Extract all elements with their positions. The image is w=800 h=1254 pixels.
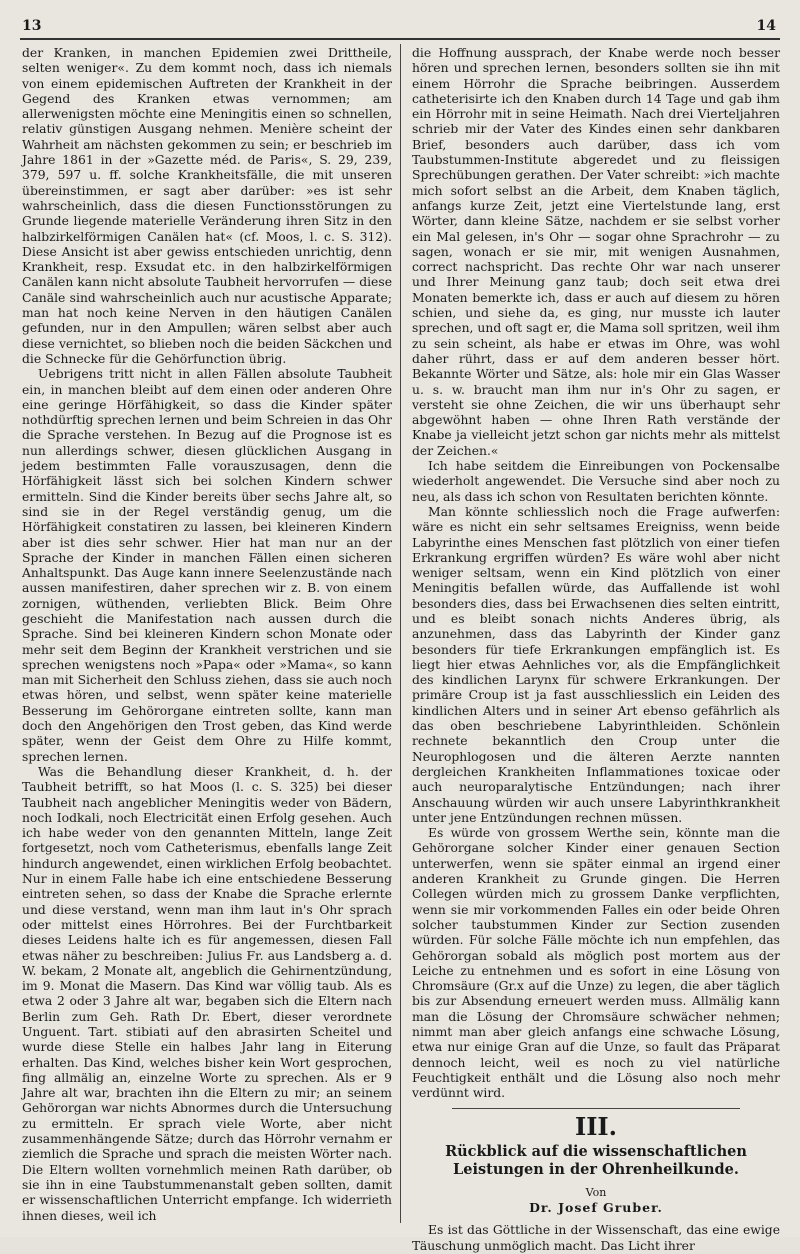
paragraph: Es ist das Göttliche in der Wissenschaft, das eine ewige Täuschung unmöglich macht. Das Licht ihrer: [412, 1223, 780, 1253]
page-number-left: 13: [22, 18, 42, 34]
section-number: III.: [574, 1112, 618, 1142]
paragraph: die Hoffnung aussprach, der Knabe werde noch besser hören und sprechen lernen, besonders sollten sie ihn mit einem Hörrohr die Sprache beibringen. Ausserdem catheterisirte ich den Knaben durch 14 Tage und gab ihm ein Hörrohr mit in seine Heimath. Nach drei Vierteljahren schrieb mir der Vater des Kindes einen sehr dankbaren Brief, besonders auch darüber, dass ich vom Taubstummen-Institute abgeredet und zu fleissigen Sprechübungen gerathen. Der Vater schreibt: »ich machte mich sofort selbst an die Arbeit, dem Knaben täglich, anfangs kurze Zeit, jetzt eine Viertelstunde lang, erst Wörter, dann kleine Sätze, nachdem er sie selbst vorher ein Mal gelesen, in's Ohr — sogar ohne Sprachrohr — zu sagen, wonach er sie mir, mit wenigen Ausnahmen, correct nachspricht. Das rechte Ohr war nach unserer und Ihrer Meinung ganz taub; doch seit etwa drei Monaten bemerkte ich, dass er auch auf diesem zu hören schien, und siehe da, es ging, nur musste ich lauter sprechen, und oft sagt er, die Mama soll spritzen, weil ihm zu sein scheint, als habe er etwas im Ohre, was wohl daher rührt, dass er auf dem anderen besser hört. Bekannte Wörter und Sätze, als: hole mir ein Glas Wasser u. s. w. braucht man ihm nur in's Ohr zu sagen, er versteht sie ohne Zeichen, die wir uns überhaupt sehr abgewöhnt haben — ohne Ihren Rath verstände der Knabe ja vielleicht jetzt schon gar nichts mehr als mittelst der Zeichen.«: [412, 46, 780, 458]
section-author: Dr. Josef Gruber.: [529, 1200, 663, 1216]
left-column: [22, 46, 392, 1223]
paragraph: Uebrigens tritt nicht in allen Fällen absolute Taubheit ein, in manchen bleibt auf dem einen oder anderen Ohre eine geringe Hörfähigkeit, so dass die Kinder später nothdürftig sprechen lernen und beim Schreien in das Ohr die Sprache verstehen. In Bezug auf die Prognose ist es nun allerdings schwer, diesen glücklichen Ausgang in jedem bestimmten Falle vorauszusagen, denn die Hörfähigkeit lässt sich bei solchen Kindern schwer ermitteln. Sind die Kinder bereits über sechs Jahre alt, so sind sie in der Regel verständig genug, um die Hörfähigkeit constatiren zu lassen, bei kleineren Kindern aber ist dies sehr schwer. Hier hat man nur an der Sprache der Kinder in manchen Fällen einen sicheren Anhaltspunkt. Das Auge kann innere Seelenzustände nach aussen manifestiren, daher sprechen wir z. B. von einem zornigen, wüthenden, verliebten Blick. Beim Ohre geschieht die Manifestation nach aussen durch die Sprache. Sind bei kleineren Kindern schon Monate oder mehr seit dem Beginn der Krankheit verstrichen und sie sprechen wenigstens noch »Papa« oder »Mama«, so kann man mit Sicherheit den Schluss ziehen, dass sie auch noch etwas hören, und selbst, wenn später keine materielle Besserung im Gehörorgane eintreten sollte, kann man doch den Angehörigen den Trost geben, das Kind werde später, wenn der Geist dem Ohre zu Hilfe kommt, sprechen lernen.: [22, 367, 392, 764]
section-title: Rückblick auf die wissenschaftlichen Leistungen in der Ohrenheilkunde.: [445, 1142, 747, 1178]
page-number-right: 14: [756, 18, 776, 34]
paragraph: Es würde von grossem Werthe sein, könnte man die Gehörorgane solcher Kinder einer genauen Section unterwerfen, wenn sie später einmal an irgend einer anderen Krankheit zu Grunde gingen. Die Herren Collegen würden mich zu grossem Danke verpflichten, wenn sie mir vorkommenden Falles ein oder beide Ohren solcher taubstummen Kinder zur Section zusenden würden. Für solche Fälle möchte ich nun empfehlen, das Gehörorgan sobald als möglich post mortem aus der Leiche zu entnehmen und es sofort in eine Lösung von Chromsäure (Gr.x auf die Unze) zu legen, die aber täglich bis zur Absendung erneuert werden muss. Allmälig kann man die Lösung der Chromsäure schwächer nehmen; nimmt man aber gleich anfangs eine schwache Lösung, etwa nur einige Gran auf die Unze, so fault das Präparat dennoch leicht, weil es noch zu viel natürliche Feuchtigkeit enthält und die Lösung also noch mehr verdünnt wird.: [412, 826, 780, 1101]
section-rule: [452, 1108, 740, 1109]
section-byline-von: Von: [585, 1185, 607, 1199]
column-divider: [400, 44, 401, 1223]
header-rule: [20, 38, 780, 40]
paragraph: der Kranken, in manchen Epidemien zwei Drittheile, selten weniger«. Zu dem kommt noch, dass ich niemals von einem epidemischen Auftreten der Krankheit in der Gegend des Kranken etwas vernommen; am allerwenigsten möchte eine Meningitis einen so schnellen, relativ günstigen Ausgang nehmen. Menière scheint der Wahrheit am nächsten gekommen zu sein; er beschrieb im Jahre 1861 in der »Gazette méd. de Paris«, S. 29, 239, 379, 597 u. ff. solche Krankheitsfälle, die mit unseren übereinstimmen, er sagt aber darüber: »es ist sehr wahrscheinlich, dass die diesen Functionsstörungen zu Grunde liegende materielle Veränderung ihren Sitz in den halbzirkelförmigen Canälen hat« (cf. Moos, l. c. S. 312). Diese Ansicht ist aber gewiss entschieden unrichtig, denn Krankheit, resp. Exsudat etc. in den halbzirkelförmigen Canälen kann nicht absolute Taubheit hervorrufen — diese Canäle sind wahrscheinlich auch nur acustische Apparate; man hat noch keine Nerven in den häutigen Canälen gefunden, nur in den Ampullen; wären selbst aber auch diese vernichtet, so blieben noch die beiden Säckchen und die Schnecke für die Gehörfunction übrig.: [22, 46, 392, 366]
paragraph: Was die Behandlung dieser Krankheit, d. h. der Taubheit betrifft, so hat Moos (l. c. S. 325) bei dieser Taubheit nach angeblicher Meningitis weder von Bädern, noch Iodkali, noch Electricität einen Erfolg gesehen. Auch ich habe weder von den genannten Mitteln, lange Zeit fortgesetzt, noch vom Catheterismus, ebenfalls lange Zeit hindurch angewendet, einen wirklichen Erfolg beobachtet. Nur in einem Falle habe ich eine entschiedene Besserung eintreten sehen, so dass der Knabe die Sprache erlernte und diese verstand, wenn man ihm laut in's Ohr sprach oder mittelst eines Hörrohres. Bei der Furchtbarkeit dieses Leidens halte ich es für angemessen, diesen Fall etwas näher zu beschreiben: Julius Fr. aus Landsberg a. d. W. bekam, 2 Monate alt, angeblich die Gehirnentzündung, im 9. Monat die Masern. Das Kind war völlig taub. Als es etwa 2 oder 3 Jahre alt war, begaben sich die Eltern nach Berlin zum Geh. Rath Dr. Ebert, dieser verordnete Unguent. Tart. stibiati auf den abrasirten Scheitel und wurde diese Stelle ein halbes Jahr lang in Eiterung erhalten. Das Kind, welches bisher kein Wort gesprochen, fing allmälig an, einzelne Worte zu sprechen. Als er 9 Jahre alt war, brachten ihn die Eltern zu mir; an seinem Gehörorgan war nichts Abnormes durch die Untersuchung zu ermitteln. Er sprach viele Worte, aber nicht zusammenhängende Sätze; durch das Hörrohr vernahm er ziemlich die Sprache und sprach die meisten Wörter nach. Die Eltern wollten vornehmlich meinen Rath darüber, ob sie ihn in eine Taubstummenanstalt geben sollten, damit er wissenschaftlichen Unterricht empfange. Ich widerrieth ihnen dieses, weil ich: [22, 764, 392, 1223]
right-column: [412, 46, 780, 1253]
paragraph: Man könnte schliesslich noch die Frage aufwerfen: wäre es nicht ein sehr seltsames Ereigniss, wenn beide Labyrinthe eines Menschen fast plötzlich von einer tiefen Erkrankung ergriffen würden? Es wäre wohl aber nicht weniger seltsam, wenn ein Kind plötzlich von einer Meningitis befallen würde, das Auffallende ist wohl besonders dies, dass bei Erwachsenen dies selten eintritt, und es bleibt sonach nichts Anderes übrig, als anzunehmen, dass das Labyrinth der Kinder ganz besonders für tiefe Erkrankungen empfänglich ist. Es liegt hier etwas Aehnliches vor, als die Empfänglichkeit des kindlichen Larynx für schwere Erkrankungen. Der primäre Croup ist ja fast ausschliesslich ein Leiden des kindlichen Alters und in seiner Art ebenso gefährlich als das oben beschriebene Labyrinthleiden. Schönlein rechnete bekanntlich den Croup unter die Neurophlogosen und die älteren Aerzte nannten dergleichen Krankheiten Inflammationes toxicae oder auch neuroparalytische Entzündungen; nach ihrer Anschauung würden wir auch unsere Labyrinthkrankheit unter jene Entzündungen rechnen müssen.: [412, 504, 780, 825]
paragraph: Ich habe seitdem die Einreibungen von Pockensalbe wiederholt angewendet. Die Versuche sind aber noch zu neu, als dass ich schon von Resultaten berichten könnte.: [412, 459, 780, 504]
